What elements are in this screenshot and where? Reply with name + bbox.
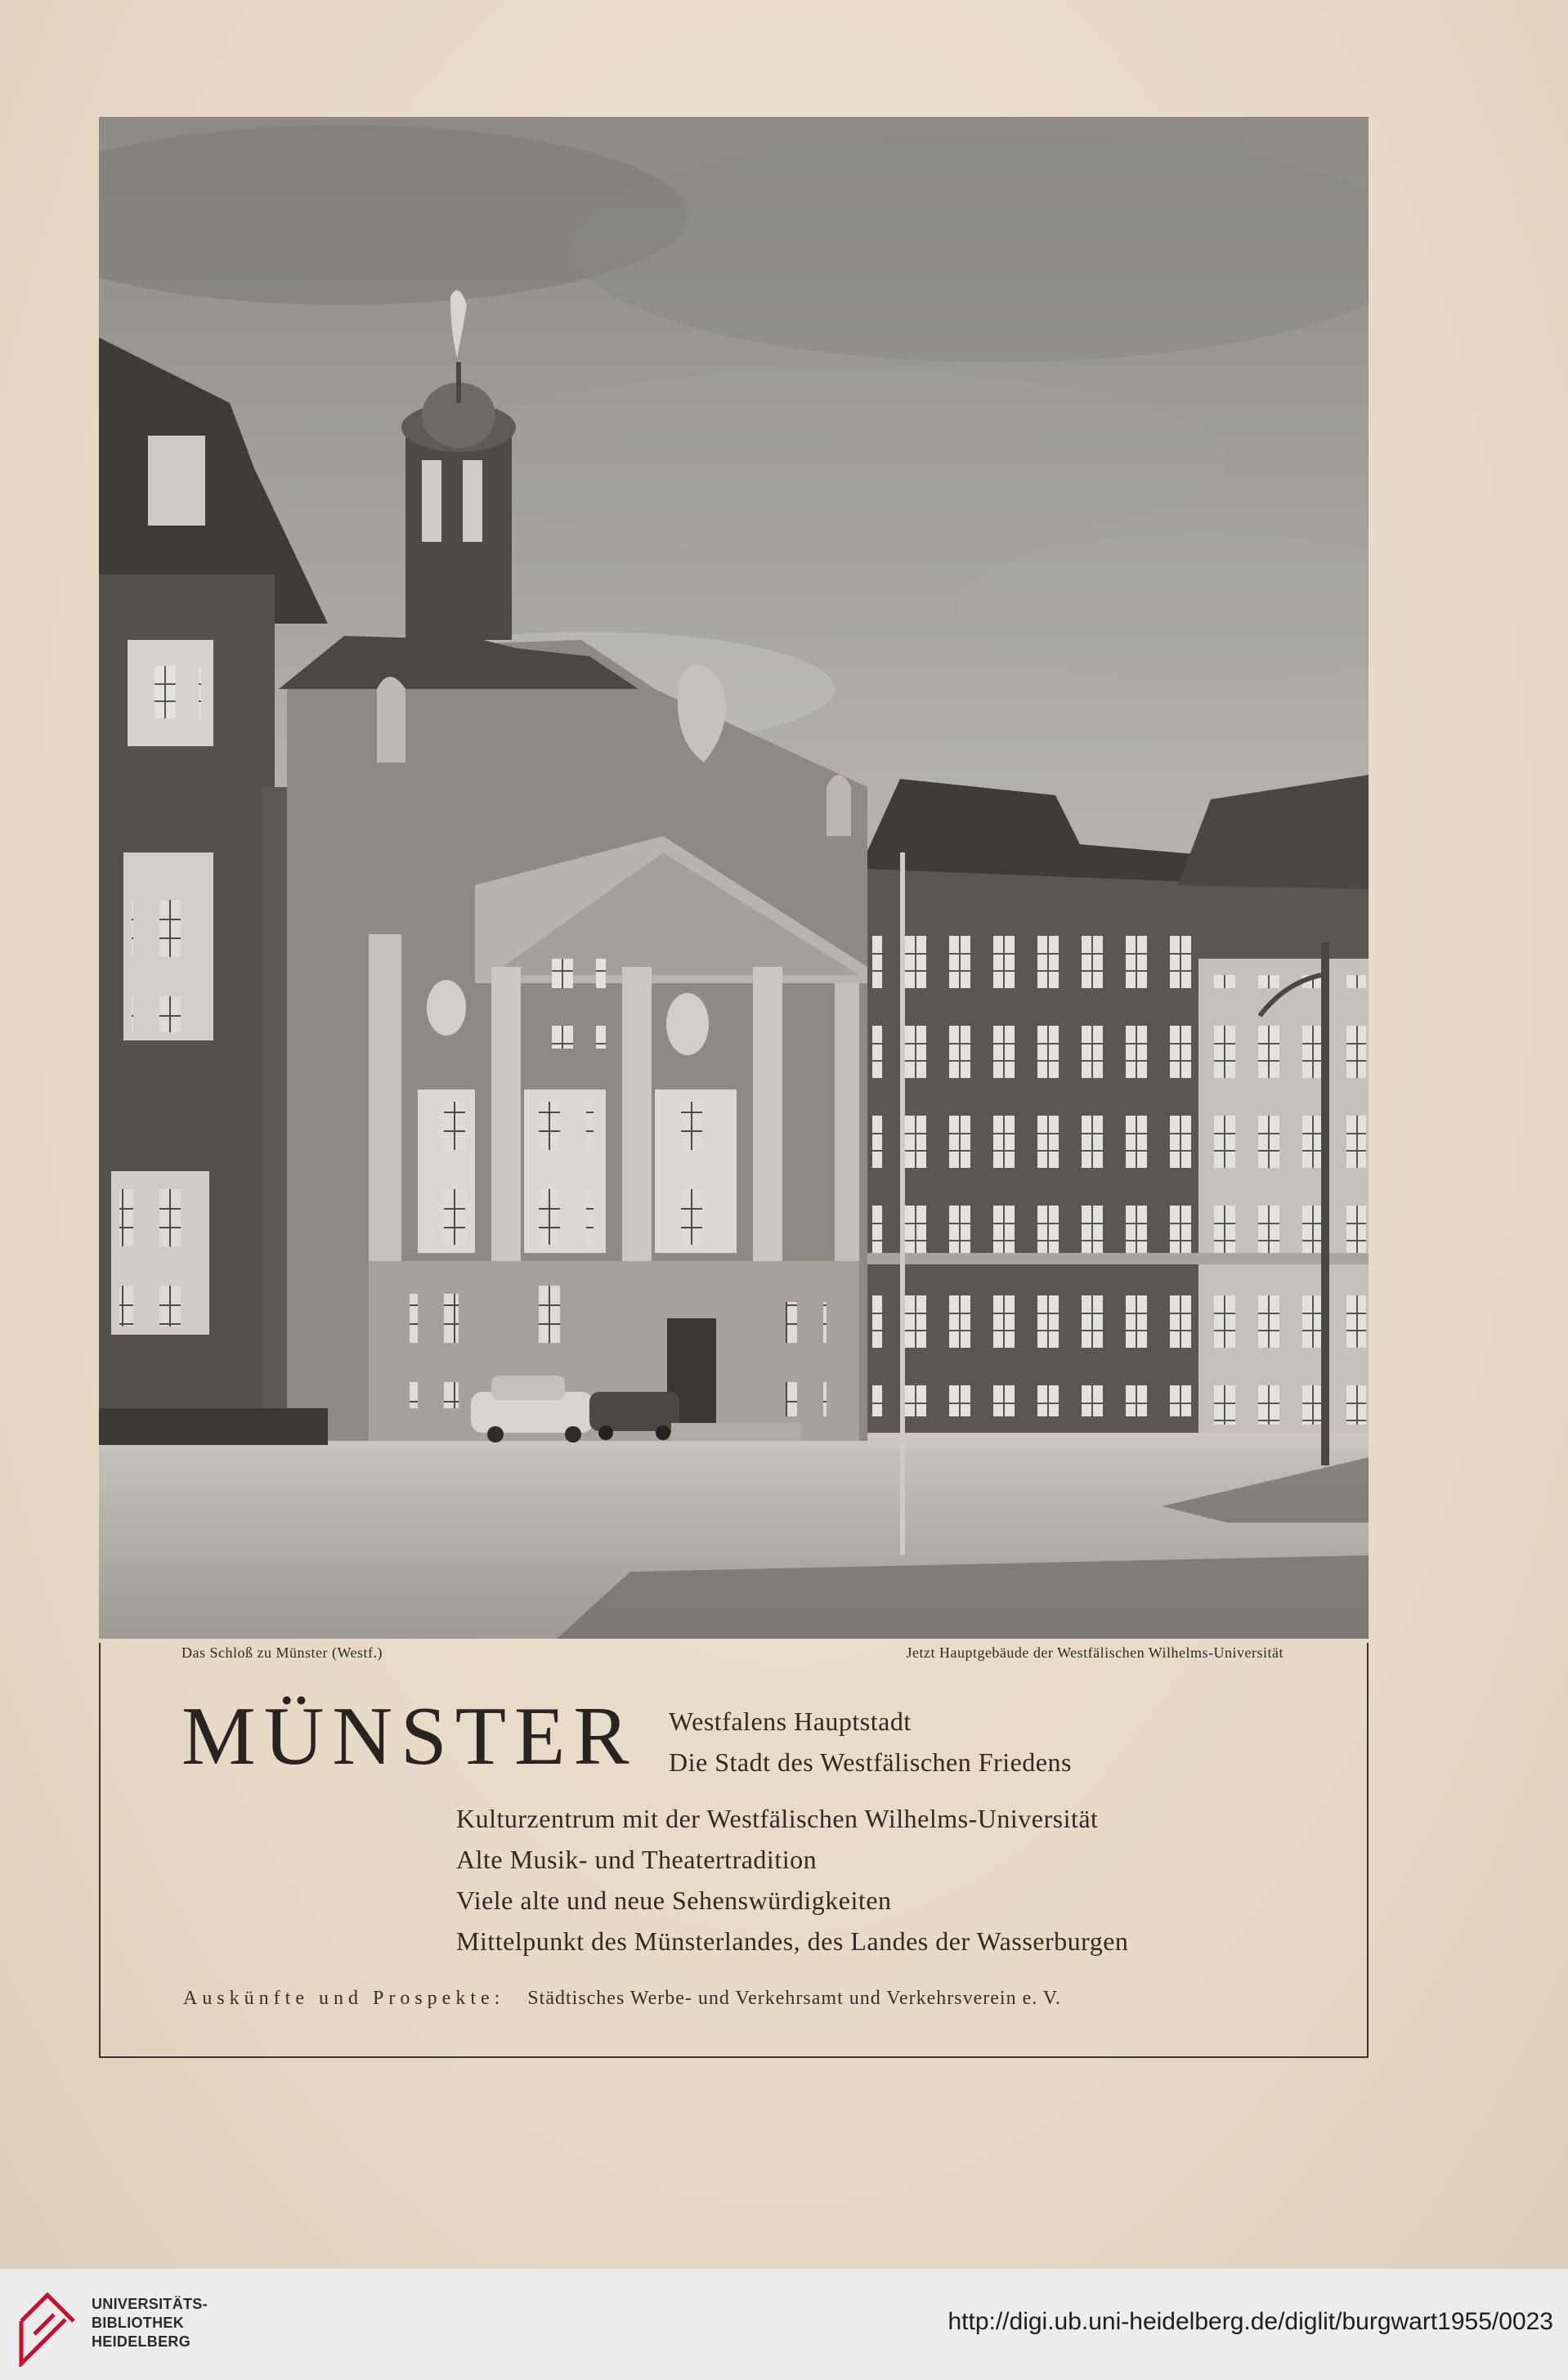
feature-item: Kulturzentrum mit der Westfälischen Wilhelms-Universität [456,1804,1099,1833]
logo-line: HEIDELBERG [92,2333,191,2350]
source-url-link[interactable]: http://digi.ub.uni-heidelberg.de/diglit/burgwart1955/0023 [948,2308,1553,2335]
info-line [183,1988,1061,2010]
feature-list [456,1798,1128,1962]
info-text: Städtisches Werbe- und Verkehrsamt und Verkehrsverein e. V. [527,1988,1062,2009]
info-label: Auskünfte und Prospekte: [183,1988,505,2009]
ad-title: MÜNSTER [181,1690,638,1783]
ad-subtitle-1: Westfalens Hauptstadt [669,1707,912,1736]
photo-caption-left: Das Schloß zu Münster (Westf.) [181,1644,383,1661]
photo-caption-right: Jetzt Hauptgebäude der Westfälischen Wilhelms-Universität [906,1644,1284,1661]
feature-item: Alte Musik- und Theatertradition [456,1845,818,1874]
palace-photograph [99,117,1369,1639]
logo-line: BIBLIOTHEK [92,2315,184,2331]
feature-item: Viele alte und neue Sehenswürdigkeiten [456,1886,892,1915]
logo-line: UNIVERSITÄTS- [92,2296,208,2312]
ad-subtitle-2: Die Stadt des Westfälischen Friedens [669,1747,1072,1777]
library-logo-icon[interactable] [18,2288,77,2367]
feature-item: Mittelpunkt des Münsterlandes, des Landes der Wasserburgen [456,1926,1129,1956]
library-logo-text [92,2295,208,2351]
